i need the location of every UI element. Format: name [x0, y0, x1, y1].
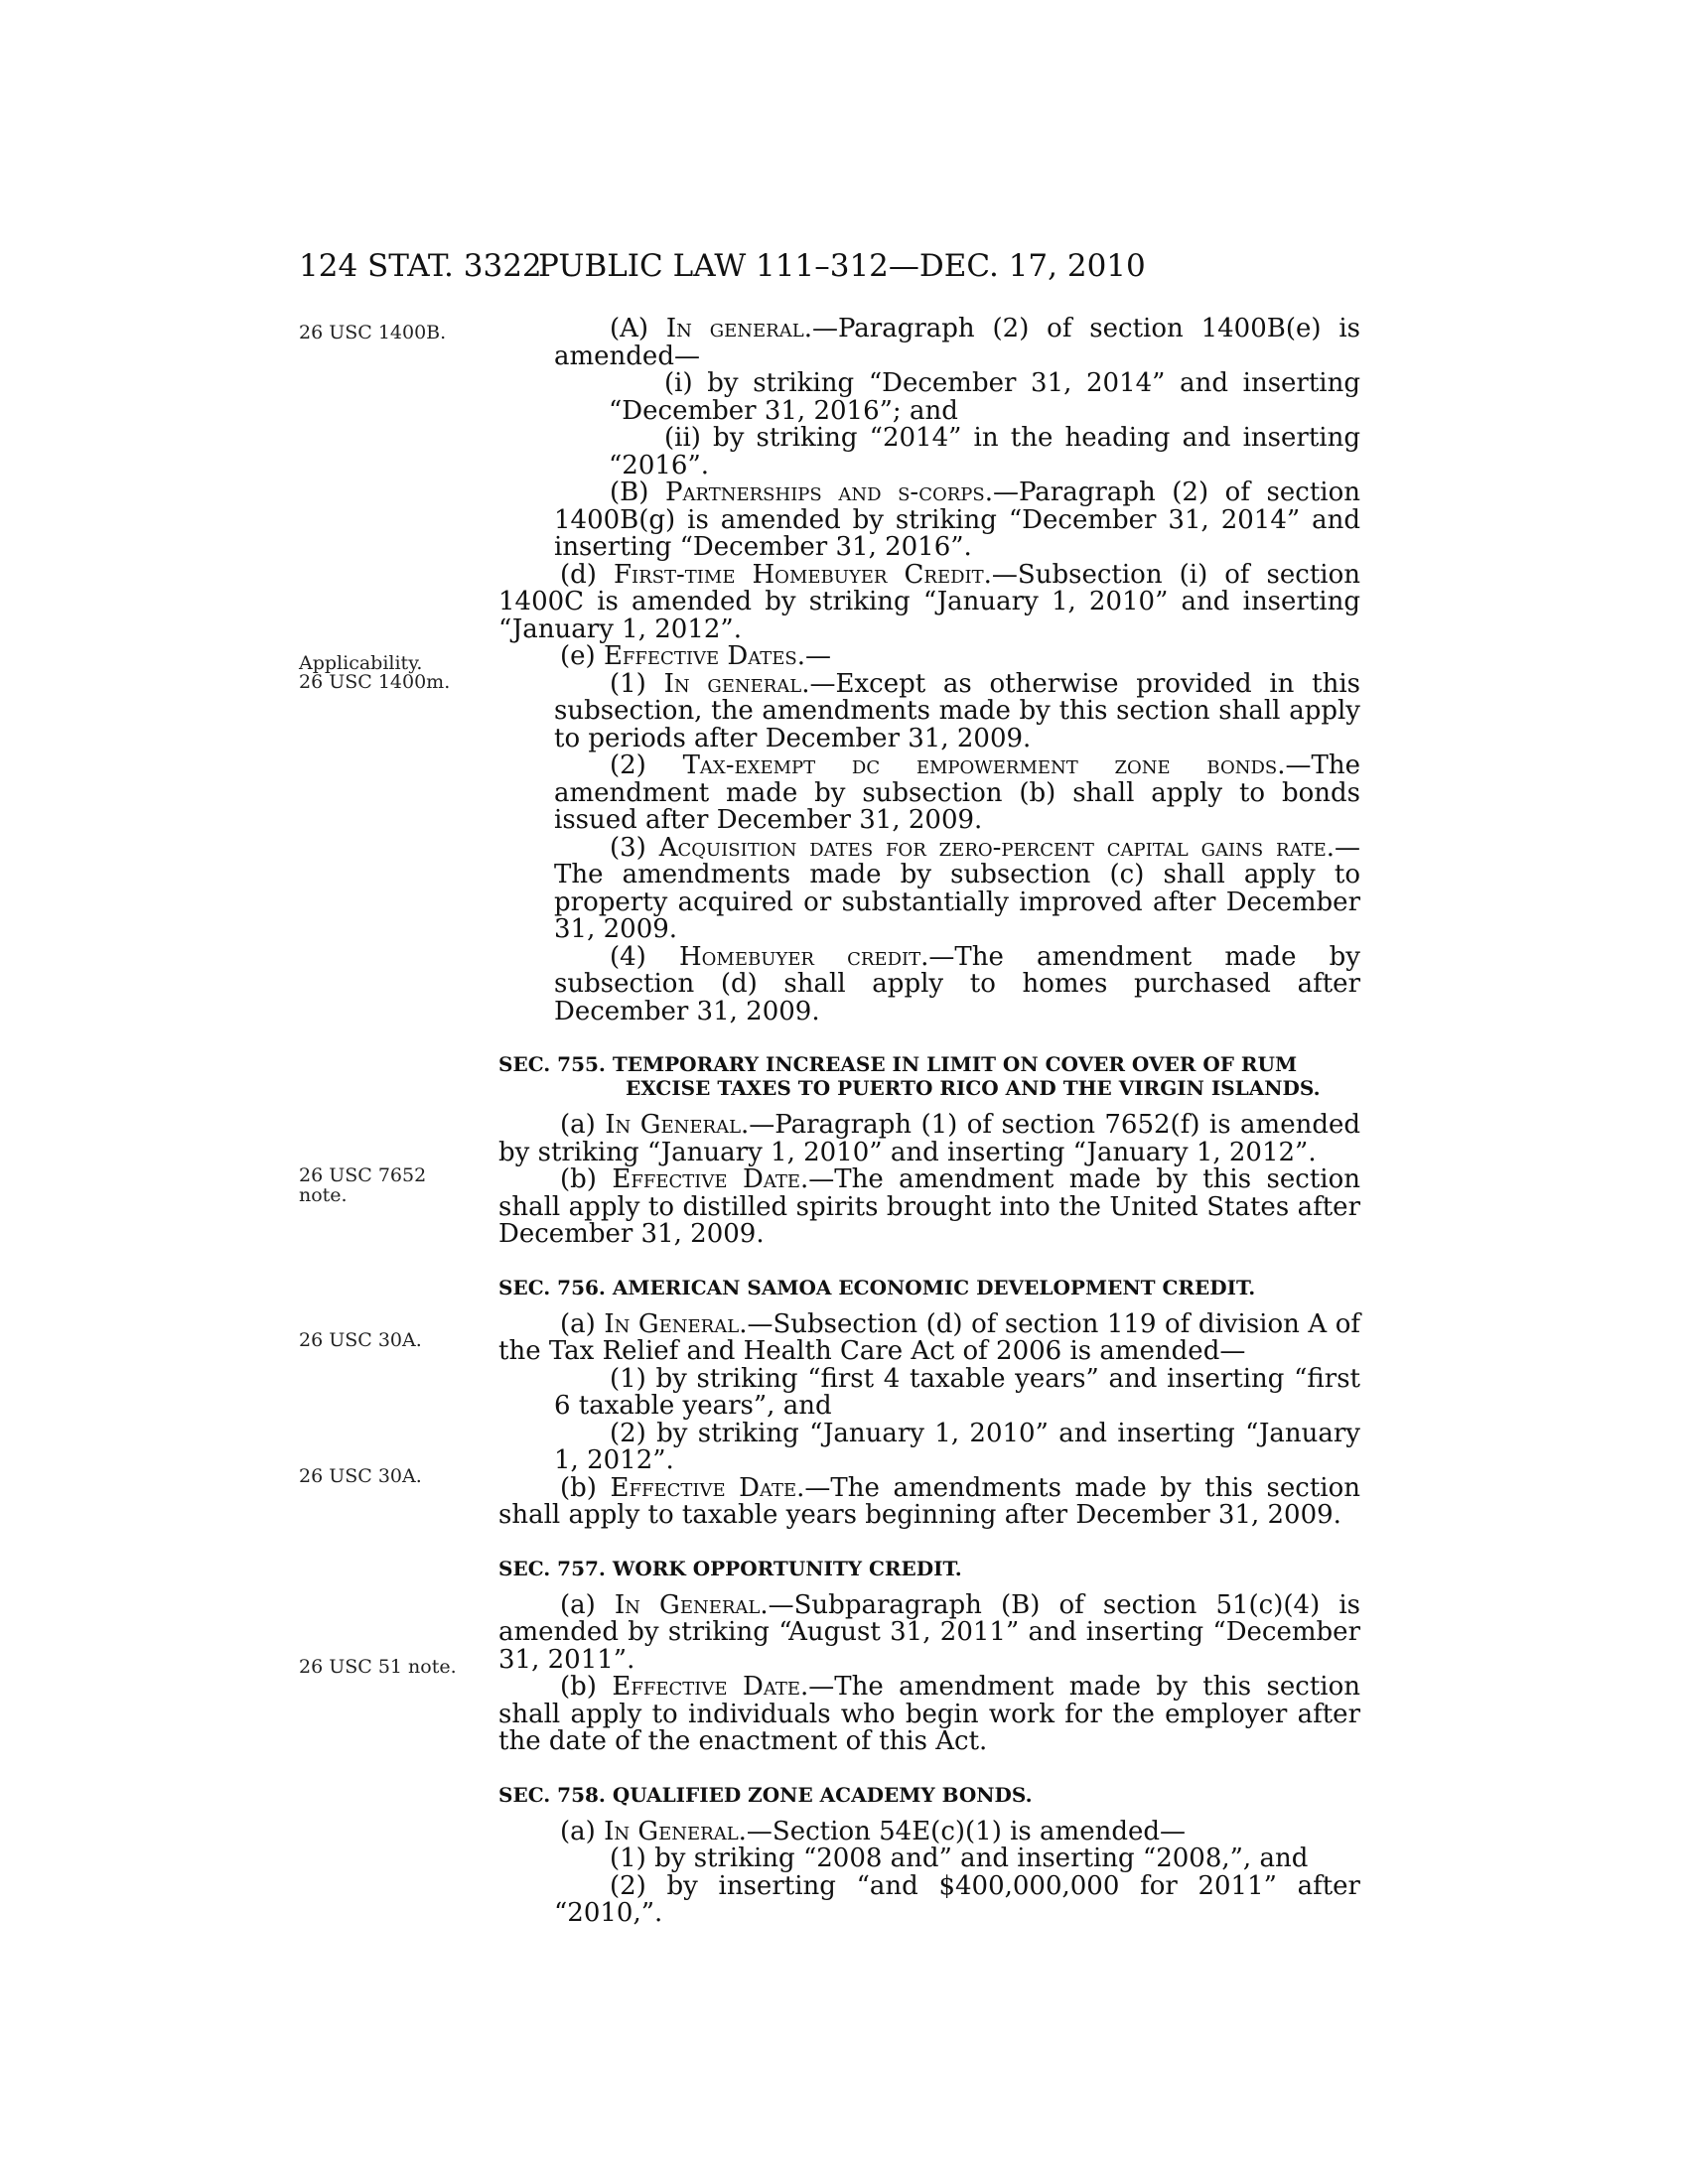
para-756-b: (b) Effective Date.—The amendments made by this section shall apply to taxable years beginning after December 31, 2009.: [498, 1472, 1360, 1530]
margin-note-usc-1400m: 26 USC 1400m.: [299, 671, 451, 693]
para-758-a: (a) In General.—Section 54E(c)(1) is amended—: [560, 1816, 1186, 1846]
para-c-a-i: (i) by striking “December 31, 2014” and inserting “December 31, 2016”; and: [609, 368, 1360, 426]
subhead: Effective Dates: [603, 641, 797, 671]
section-heading-758: SEC. 758. QUALIFIED ZONE ACADEMY BONDS.: [498, 1782, 1033, 1807]
subhead: Partnerships and s-corps: [664, 478, 985, 507]
para-e-1: (1) In general.—Except as otherwise provided in this subsection, the amendments made by this section shall apply to periods after December 31, 2009.: [554, 668, 1360, 753]
para-c-a: (A) In general.—Paragraph (2) of section 1400B(e) is amended—: [554, 314, 1361, 371]
running-title: PUBLIC LAW 111–312—DEC. 17, 2010: [538, 248, 1146, 284]
para-757-a: (a) In General.—Subparagraph (B) of section 51(c)(4) is amended by striking “August 31, 2011” and inserting “December 31, 2011”.: [498, 1589, 1360, 1675]
subhead: Effective Date: [612, 1672, 800, 1702]
subhead: In General: [604, 1308, 740, 1339]
subhead: In General: [614, 1589, 761, 1620]
statute-page-number: 124 STAT. 3322: [299, 248, 542, 284]
margin-note-usc-30a: 26 USC 30A.: [299, 1329, 422, 1351]
subhead: Acquisition dates for zero-percent capital gains rate: [658, 832, 1327, 863]
subhead: In General: [605, 1110, 742, 1140]
para-c-a-ii: (ii) by striking “2014” in the heading and inserting “2016”.: [609, 423, 1360, 480]
section-heading-755: SEC. 755. TEMPORARY INCREASE IN LIMIT ON COVER OVER OF RUM EXCISE TAXES TO PUERTO RICO AND THE VIRGIN ISLANDS.: [498, 1052, 1321, 1100]
subhead: First-time Homebuyer Credit: [613, 559, 984, 590]
para-755-a: (a) In General.—Paragraph (1) of section 7652(f) is amended by striking “January 1, 2010” and inserting “January 1, 2012”.: [498, 1110, 1360, 1167]
section-heading-757: SEC. 757. WORK OPPORTUNITY CREDIT.: [498, 1556, 962, 1580]
para-e: (e) Effective Dates.—: [560, 641, 831, 671]
subhead: Effective Date: [610, 1472, 797, 1503]
para-755-b: (b) Effective Date.—The amendment made by this section shall apply to distilled spirits brought into the United States after December 31, 2009.: [498, 1164, 1360, 1249]
margin-note-usc-30a-effective: 26 USC 30A.: [299, 1465, 422, 1487]
para-758-a-2: (2) by inserting “and $400,000,000 for 2011” after “2010,”.: [554, 1870, 1360, 1928]
subhead: In general: [665, 314, 804, 343]
para-e-3: (3) Acquisition dates for zero-percent capital gains rate.—The amendments made by subsection (c) shall apply to property acquired or substantially improved after December 31, 2009.: [554, 832, 1361, 944]
subhead: Tax-exempt dc empowerment zone bonds: [682, 751, 1278, 780]
para-e-4: (4) Homebuyer credit.—The amendment made by subsection (d) shall apply to homes purchased after December 31, 2009.: [554, 941, 1360, 1026]
para-756-a-2: (2) by striking “January 1, 2010” and inserting “January 1, 2012”.: [554, 1418, 1360, 1475]
margin-note-usc-1400b: 26 USC 1400B.: [299, 322, 447, 343]
margin-note-usc-51-note: 26 USC 51 note.: [299, 1656, 457, 1678]
subhead: In general: [663, 668, 802, 699]
section-heading-756: SEC. 756. AMERICAN SAMOA ECONOMIC DEVELOPMENT CREDIT.: [498, 1275, 1256, 1299]
para-758-a-1: (1) by striking “2008 and” and inserting “2008,”, and: [610, 1843, 1309, 1873]
margin-note-note: note.: [299, 1184, 348, 1206]
page-header: [0, 248, 1688, 288]
margin-note-applicability: Applicability.: [299, 652, 423, 674]
para-756-a-1: (1) by striking “first 4 taxable years” and inserting “first 6 taxable years”, and: [554, 1363, 1360, 1421]
para-757-b: (b) Effective Date.—The amendment made by this section shall apply to individuals who begin work for the employer after the date of the enactment of this Act.: [498, 1672, 1360, 1756]
para-c-b: (B) Partnerships and s-corps.—Paragraph (2) of section 1400B(g) is amended by striking “December 31, 2014” and inserting “December 31, 2016”.: [554, 478, 1360, 562]
margin-note-usc-7652: 26 USC 7652: [299, 1164, 427, 1186]
document-body: [498, 316, 1360, 1928]
subhead: Homebuyer credit: [678, 941, 921, 972]
para-756-a: (a) In General.—Subsection (d) of section 119 of division A of the Tax Relief and Health Care Act of 2006 is amended—: [498, 1308, 1360, 1366]
subhead: In General: [604, 1816, 739, 1846]
para-e-2: (2) Tax-exempt dc empowerment zone bonds.—The amendment made by subsection (b) shall apply to bonds issued after December 31, 2009.: [554, 751, 1361, 835]
para-d: (d) First-time Homebuyer Credit.—Subsection (i) of section 1400C is amended by striking “January 1, 2010” and inserting “January 1, 2012”.: [498, 559, 1360, 644]
subhead: Effective Date: [612, 1164, 800, 1194]
